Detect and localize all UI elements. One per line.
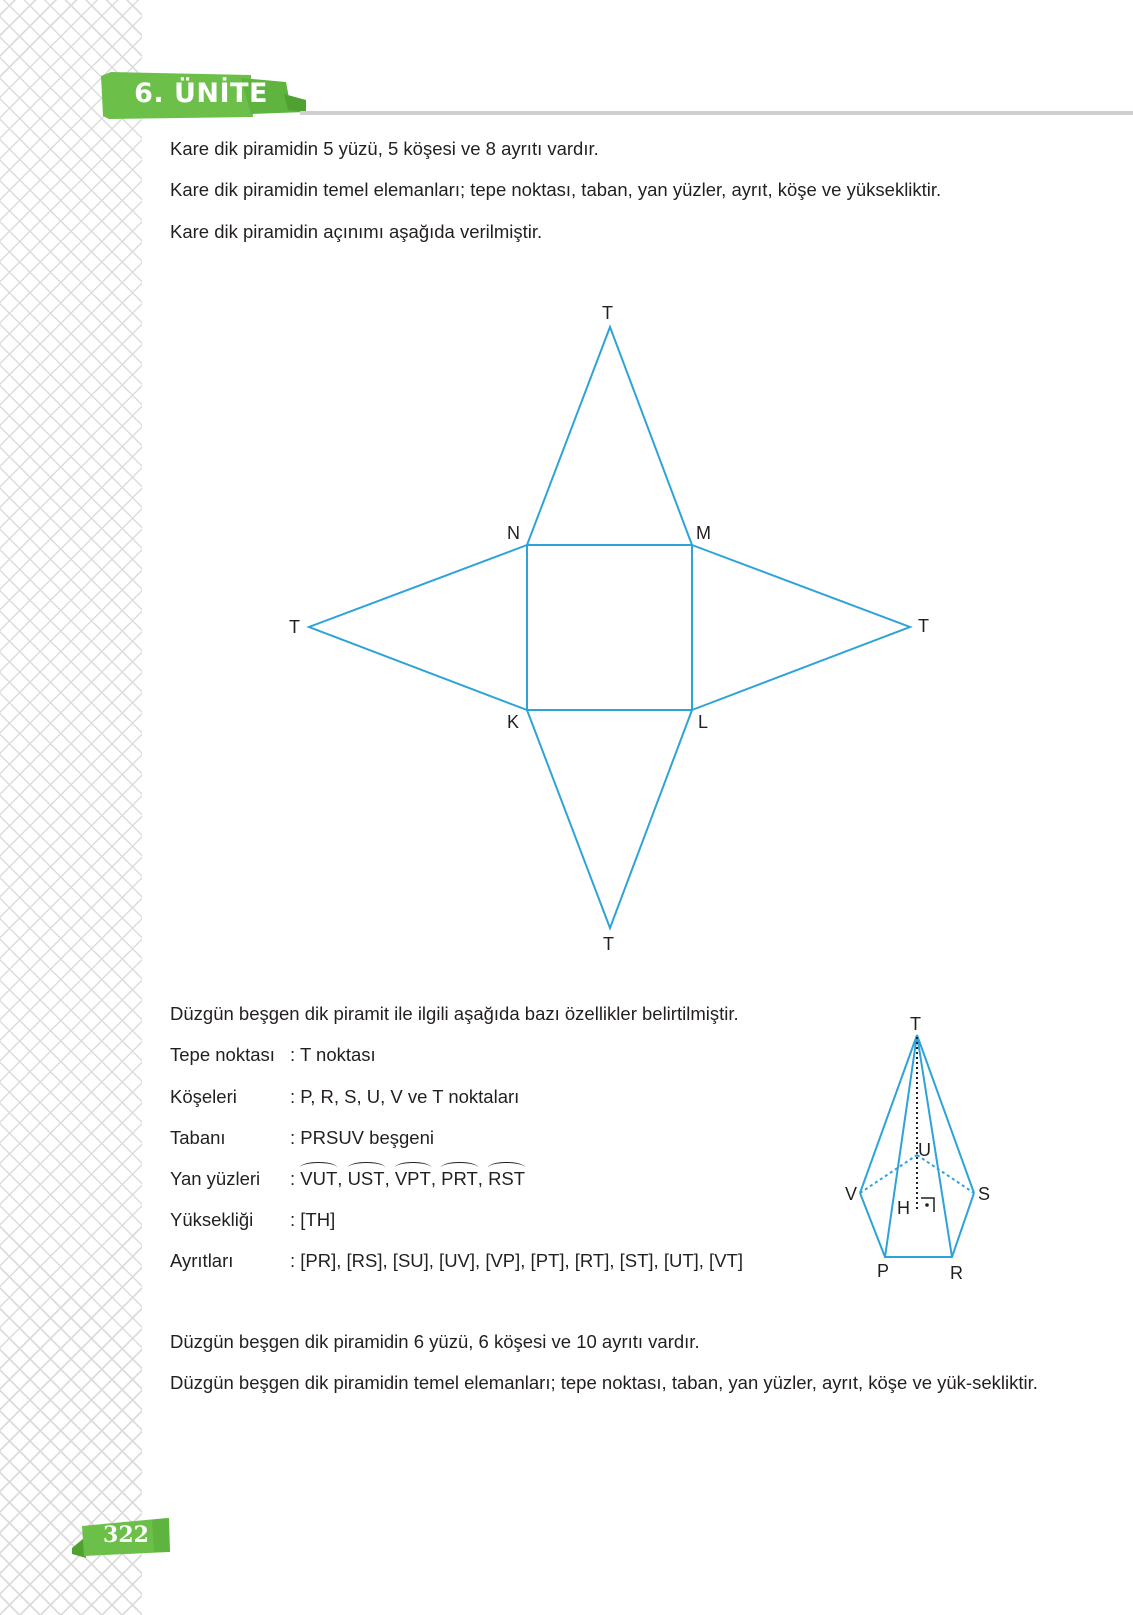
label-m: M [696,523,711,543]
faces-separator: , [477,1168,489,1189]
prop-label-edges: Ayrıtları [170,1250,234,1271]
prop-label-faces: Yan yüzleri [170,1168,261,1189]
prop-value-vertices: : P, R, S, U, V ve T noktaları [290,1086,520,1107]
label-pyr-h: H [897,1198,910,1218]
label-k: K [507,712,520,732]
faces-separator: , [384,1168,395,1189]
faces-prefix: : [290,1168,301,1189]
prop-label-apex: Tepe noktası [170,1044,275,1065]
page-number: 322 [103,1522,149,1548]
label-pyr-p: P [877,1261,890,1281]
prop-value-apex: : T noktası [290,1044,376,1065]
label-pyr-s: S [978,1184,991,1204]
face-vut: VUT [300,1168,338,1189]
face-vpt: VPT [394,1168,431,1189]
net-bottom-triangle [527,710,692,928]
faces-separator: , [337,1168,348,1189]
face-prt: PRT [441,1168,478,1189]
label-bottom-t: T [603,934,614,954]
paragraph-square-net-intro: Kare dik piramidin açınımı aşağıda verilmiştir. [170,221,543,242]
unit-title: 6. ÜNİTE [134,78,268,109]
label-left-t: T [289,617,300,637]
prop-value-base: : PRSUV beşgeni [290,1127,434,1148]
prop-value-height: : [TH] [290,1209,336,1230]
paragraph-pentagon-elements: Düzgün beşgen dik piramidin temel elemanları; tepe noktası, taban, yan yüzler, ayrıt, köşe ve yük-sekliktir. [170,1372,1038,1393]
net-right-triangle [692,545,910,710]
label-pyr-u: U [918,1140,931,1160]
prop-label-height: Yüksekliği [170,1209,254,1230]
pentagonal-pyramid-figure [845,1014,990,1283]
page-badge [72,1518,172,1558]
prop-value-edges: : [PR], [RS], [SU], [UV], [VP], [PT], [RT], [ST], [UT], [VT] [290,1250,743,1271]
net-base-square [527,545,692,710]
label-l: L [698,712,709,732]
paragraph-pentagon-intro: Düzgün beşgen dik piramit ile ilgili aşağıda bazı özellikler belirtilmiştir. [170,1003,739,1024]
net-top-triangle [527,327,692,545]
label-n: N [507,523,520,543]
face-rst: RST [488,1168,526,1189]
prop-label-base: Tabanı [170,1127,226,1148]
prop-label-vertices: Köşeleri [170,1086,237,1107]
face-ust: UST [347,1168,385,1189]
label-pyr-v: V [845,1184,858,1204]
prop-value-faces [290,1168,525,1190]
label-pyr-t: T [910,1014,921,1034]
paragraph-pentagon-counts: Düzgün beşgen dik piramidin 6 yüzü, 6 köşesi ve 10 ayrıtı vardır. [170,1331,700,1352]
paragraph-square-elements: Kare dik piramidin temel elemanları; tepe noktası, taban, yan yüzler, ayrıt, köşe ve yüksekliktir. [170,179,942,200]
net-left-triangle [309,545,527,710]
label-top-t: T [602,303,613,323]
paragraph-square-faces: Kare dik piramidin 5 yüzü, 5 köşesi ve 8 ayrıtı vardır. [170,138,599,159]
label-right-t: T [918,616,929,636]
label-pyr-r: R [950,1263,963,1283]
faces-separator: , [430,1168,442,1189]
